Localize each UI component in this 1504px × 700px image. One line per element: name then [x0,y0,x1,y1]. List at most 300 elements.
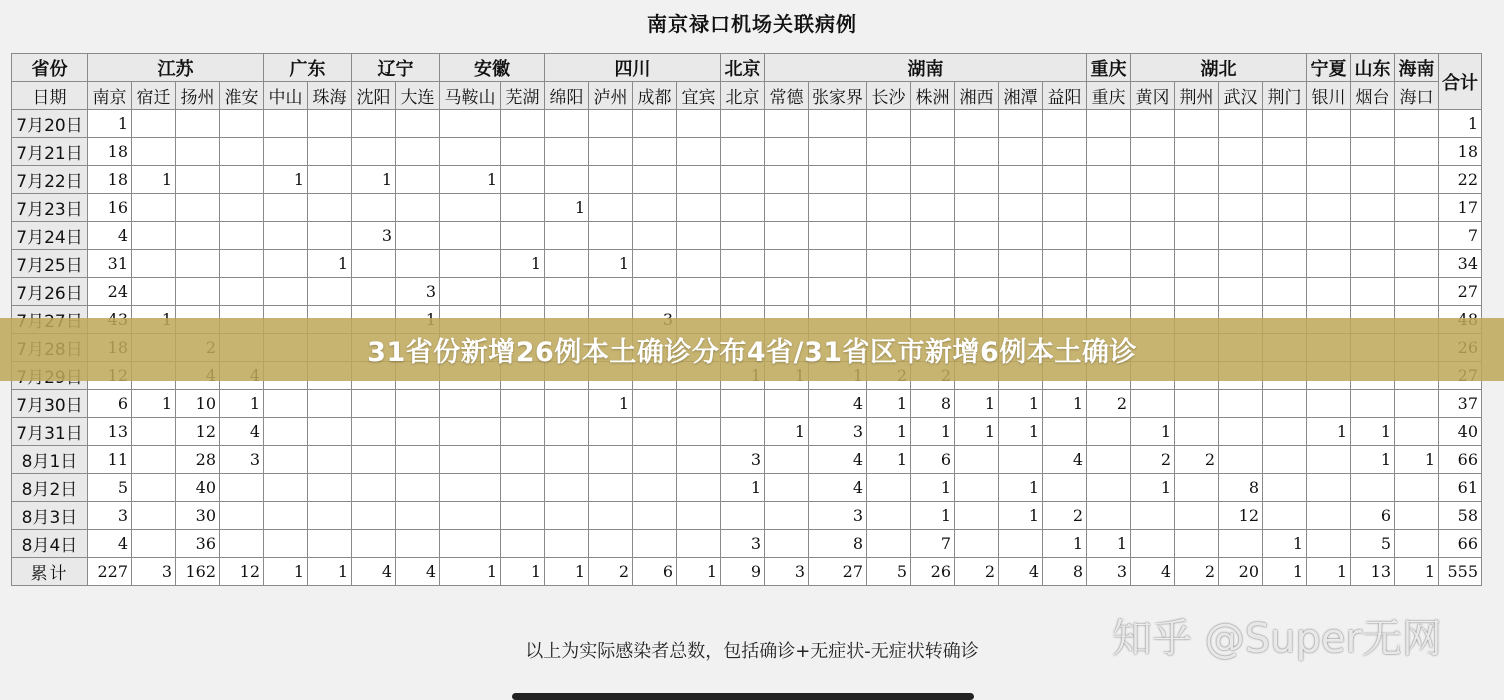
case-count-cell [396,250,440,278]
case-count-cell [589,530,633,558]
case-count-cell [176,194,220,222]
case-count-cell [589,502,633,530]
case-count-cell [721,110,765,138]
case-count-cell [1395,222,1439,250]
case-count-cell: 1 [440,166,501,194]
case-count-cell: 36 [176,530,220,558]
row-total-cell: 34 [1439,250,1482,278]
city-header: 南京 [88,82,132,110]
case-count-cell [545,222,589,250]
case-count-cell [1087,138,1131,166]
case-count-cell [721,390,765,418]
case-count-cell [501,166,545,194]
case-count-cell [545,446,589,474]
case-count-cell: 18 [88,138,132,166]
case-count-cell [633,166,677,194]
case-count-cell: 3 [1087,558,1131,586]
case-count-cell: 3 [721,530,765,558]
case-count-cell: 1 [1307,418,1351,446]
case-count-cell: 1 [501,558,545,586]
case-count-cell [132,222,176,250]
case-count-cell [677,390,721,418]
case-count-cell [396,390,440,418]
case-count-cell [809,250,867,278]
case-count-cell [501,194,545,222]
case-count-cell [867,250,911,278]
case-count-cell [1351,278,1395,306]
case-count-cell: 8 [911,390,955,418]
case-count-cell: 8 [1043,558,1087,586]
table-row [12,390,1482,418]
case-count-cell [999,446,1043,474]
case-count-cell [1087,250,1131,278]
case-count-cell [955,474,999,502]
table-row [12,418,1482,446]
footnote: 以上为实际感染者总数，包括确诊+无症状-无症状转确诊 [525,641,979,662]
case-count-cell [440,250,501,278]
case-count-cell [721,166,765,194]
case-count-cell [1307,278,1351,306]
case-count-cell [264,250,308,278]
province-header: 湖南 [765,54,1087,82]
city-header: 马鞍山 [440,82,501,110]
case-count-cell: 1 [677,558,721,586]
case-count-cell [352,502,396,530]
case-count-cell [352,194,396,222]
case-count-cell [1175,138,1219,166]
case-count-cell: 1 [1043,530,1087,558]
case-count-cell: 3 [721,446,765,474]
city-header: 益阳 [1043,82,1087,110]
case-count-cell [352,530,396,558]
case-count-cell [440,530,501,558]
case-count-cell: 4 [352,558,396,586]
case-count-cell [1395,474,1439,502]
case-count-cell [1131,222,1175,250]
case-count-cell [352,138,396,166]
case-count-cell [1175,250,1219,278]
case-count-cell: 1 [911,474,955,502]
case-count-cell [352,418,396,446]
case-count-cell [765,530,809,558]
row-total-cell: 37 [1439,390,1482,418]
case-count-cell [999,222,1043,250]
case-count-cell [1219,194,1263,222]
province-header: 四川 [545,54,721,82]
case-count-cell [677,166,721,194]
case-count-cell [1307,390,1351,418]
case-count-cell [440,194,501,222]
case-count-cell [396,474,440,502]
case-count-cell [955,166,999,194]
case-count-cell [633,138,677,166]
city-header: 绵阳 [545,82,589,110]
province-header: 宁夏 [1307,54,1351,82]
case-count-cell: 1 [1263,530,1307,558]
case-count-cell [545,278,589,306]
case-count-cell: 1 [1395,446,1439,474]
city-header: 淮安 [220,82,264,110]
case-count-cell [132,418,176,446]
city-header: 张家界 [809,82,867,110]
case-count-cell [1219,446,1263,474]
case-count-cell [1131,390,1175,418]
case-count-cell [308,530,352,558]
case-count-cell [1131,138,1175,166]
date-cell: 8月3日 [12,502,88,530]
case-count-cell [867,530,911,558]
case-count-cell: 1 [308,250,352,278]
case-count-cell [1175,278,1219,306]
city-header: 重庆 [1087,82,1131,110]
row-total-cell: 18 [1439,138,1482,166]
case-count-cell: 1 [264,166,308,194]
case-count-cell [1043,250,1087,278]
date-cell: 7月26日 [12,278,88,306]
case-count-cell [1263,222,1307,250]
city-header: 扬州 [176,82,220,110]
city-header: 常德 [765,82,809,110]
case-count-cell: 28 [176,446,220,474]
row-total-cell: 40 [1439,418,1482,446]
case-count-cell [955,250,999,278]
case-count-cell [867,502,911,530]
case-count-cell [1131,278,1175,306]
case-count-cell [176,222,220,250]
case-count-cell [352,446,396,474]
case-count-cell [1175,194,1219,222]
case-count-cell [633,194,677,222]
case-count-cell: 1 [132,166,176,194]
case-count-cell [501,390,545,418]
case-count-cell [220,194,264,222]
case-count-cell: 1 [999,390,1043,418]
case-count-cell [396,166,440,194]
case-count-cell: 4 [1131,558,1175,586]
case-count-cell [677,194,721,222]
row-total-cell: 555 [1439,558,1482,586]
row-total-cell: 1 [1439,110,1482,138]
case-count-cell [677,446,721,474]
case-count-cell [765,502,809,530]
case-count-cell [1131,110,1175,138]
page-title: 南京禄口机场关联病例 [647,12,857,36]
case-count-cell: 26 [911,558,955,586]
case-count-cell: 8 [1219,474,1263,502]
case-count-cell [352,278,396,306]
province-header: 安徽 [440,54,545,82]
case-count-cell: 1 [589,250,633,278]
case-count-cell [220,530,264,558]
case-count-cell: 4 [809,446,867,474]
case-count-cell: 1 [1351,418,1395,446]
case-count-cell: 4 [396,558,440,586]
case-count-cell: 3 [220,446,264,474]
case-count-cell [132,530,176,558]
case-count-cell [633,110,677,138]
case-count-cell: 1 [545,558,589,586]
case-count-cell [809,138,867,166]
case-count-cell [867,194,911,222]
case-count-cell: 1 [501,250,545,278]
case-count-cell [501,278,545,306]
case-count-cell: 7 [911,530,955,558]
case-count-cell [1263,418,1307,446]
case-count-cell [1175,502,1219,530]
case-count-cell [1307,530,1351,558]
table-row [12,530,1482,558]
case-count-cell [1395,502,1439,530]
city-header: 武汉 [1219,82,1263,110]
date-cell: 7月22日 [12,166,88,194]
case-count-cell [176,250,220,278]
case-count-cell [1307,110,1351,138]
province-header: 北京 [721,54,765,82]
city-header: 成都 [633,82,677,110]
case-count-cell [589,222,633,250]
case-count-cell [132,474,176,502]
table-row [12,194,1482,222]
case-count-cell [440,138,501,166]
case-count-cell [1395,530,1439,558]
case-count-cell [765,222,809,250]
date-cell: 8月2日 [12,474,88,502]
case-count-cell [955,446,999,474]
case-count-cell: 1 [765,418,809,446]
case-count-cell [1043,222,1087,250]
case-count-cell: 12 [220,558,264,586]
case-count-cell [132,278,176,306]
case-count-cell: 1 [264,558,308,586]
case-count-cell [308,166,352,194]
case-count-cell: 1 [999,502,1043,530]
case-count-cell [911,250,955,278]
case-count-cell [264,474,308,502]
case-count-cell [911,110,955,138]
case-count-cell [1307,250,1351,278]
case-count-cell [396,222,440,250]
case-count-cell [1219,166,1263,194]
case-count-cell [440,110,501,138]
province-header: 海南 [1395,54,1439,82]
city-header: 芜湖 [501,82,545,110]
case-count-cell [501,530,545,558]
table-row [12,474,1482,502]
case-count-cell [1219,278,1263,306]
case-count-cell [765,250,809,278]
case-count-cell [999,166,1043,194]
case-count-cell: 1 [999,474,1043,502]
case-count-cell: 4 [809,474,867,502]
table-row [12,138,1482,166]
case-count-cell: 20 [1219,558,1263,586]
case-count-cell [721,138,765,166]
case-count-cell [1087,474,1131,502]
case-count-cell [264,222,308,250]
case-count-cell [176,138,220,166]
case-count-cell [1043,138,1087,166]
table-row [12,166,1482,194]
case-count-cell: 1 [1351,446,1395,474]
case-count-cell: 2 [1131,446,1175,474]
city-header: 荆州 [1175,82,1219,110]
case-count-cell [545,250,589,278]
case-count-cell [308,222,352,250]
case-count-cell [1043,110,1087,138]
case-count-cell [501,502,545,530]
case-count-cell: 2 [1087,390,1131,418]
case-count-cell [1395,166,1439,194]
case-count-cell [308,502,352,530]
row-total-cell: 66 [1439,530,1482,558]
case-count-cell [721,250,765,278]
case-count-cell [999,194,1043,222]
case-count-cell: 1 [1263,558,1307,586]
row-total-cell: 27 [1439,278,1482,306]
case-count-cell [1219,110,1263,138]
case-count-cell [677,250,721,278]
case-count-cell: 1 [440,558,501,586]
case-count-cell [677,474,721,502]
row-total-cell: 61 [1439,474,1482,502]
case-count-cell [264,530,308,558]
case-count-cell [1087,166,1131,194]
case-count-cell [765,166,809,194]
case-count-cell: 3 [88,502,132,530]
date-cell: 8月4日 [12,530,88,558]
case-count-cell [545,502,589,530]
case-count-cell [633,530,677,558]
case-count-cell [308,278,352,306]
case-count-cell [308,194,352,222]
case-count-cell [765,474,809,502]
date-cell: 8月1日 [12,446,88,474]
case-count-cell [1395,390,1439,418]
case-count-cell: 3 [132,558,176,586]
city-header: 宿迁 [132,82,176,110]
case-count-cell [264,446,308,474]
case-count-cell: 1 [867,390,911,418]
province-header-row [12,54,1482,82]
case-count-cell [867,278,911,306]
case-count-cell [264,278,308,306]
case-count-cell [867,138,911,166]
case-count-cell [589,138,633,166]
case-count-cell: 5 [88,474,132,502]
case-count-cell [633,474,677,502]
case-count-cell [1351,110,1395,138]
case-count-cell [352,390,396,418]
case-count-cell [1263,194,1307,222]
case-count-cell [955,138,999,166]
case-count-cell: 1 [88,110,132,138]
case-count-cell [589,418,633,446]
case-count-cell [589,278,633,306]
case-count-cell [809,278,867,306]
case-count-cell: 1 [955,418,999,446]
case-count-cell: 1 [545,194,589,222]
case-count-cell [308,390,352,418]
case-count-cell [955,502,999,530]
case-count-cell [633,390,677,418]
case-count-cell [589,166,633,194]
case-count-cell [264,110,308,138]
case-count-cell [1351,222,1395,250]
case-count-cell: 6 [911,446,955,474]
case-count-cell [809,194,867,222]
table-row [12,278,1482,306]
case-count-cell [1175,530,1219,558]
case-count-cell [911,138,955,166]
case-count-cell [545,418,589,446]
case-count-cell [721,194,765,222]
case-count-cell: 31 [88,250,132,278]
case-count-cell [1043,166,1087,194]
table-row [12,502,1482,530]
case-count-cell [1043,278,1087,306]
case-count-cell [1263,278,1307,306]
date-cell: 7月20日 [12,110,88,138]
case-count-cell [352,474,396,502]
city-header: 湘潭 [999,82,1043,110]
case-count-cell [220,166,264,194]
city-header: 湘西 [955,82,999,110]
city-header-row [12,82,1482,110]
city-header: 珠海 [308,82,352,110]
case-count-cell [264,390,308,418]
case-count-cell [220,110,264,138]
case-count-cell [633,222,677,250]
case-count-cell [1219,138,1263,166]
case-count-cell: 16 [88,194,132,222]
case-count-cell [809,222,867,250]
case-count-cell: 1 [1087,530,1131,558]
case-count-cell [633,278,677,306]
headline-banner: 31省份新增26例本土确诊分布4省/31省区市新增6例本土确诊 [0,318,1504,381]
case-count-cell: 4 [809,390,867,418]
city-header: 沈阳 [352,82,396,110]
case-count-cell: 13 [1351,558,1395,586]
case-count-cell: 18 [88,166,132,194]
case-count-cell [1307,222,1351,250]
case-count-cell [1395,110,1439,138]
case-count-cell: 6 [88,390,132,418]
case-count-cell [1307,138,1351,166]
city-header: 长沙 [867,82,911,110]
case-count-cell [633,446,677,474]
case-count-cell: 1 [308,558,352,586]
case-count-cell: 2 [1043,502,1087,530]
case-count-cell: 3 [809,502,867,530]
case-count-cell [1307,446,1351,474]
case-count-cell [1263,138,1307,166]
case-count-cell [1307,474,1351,502]
case-count-cell [1175,474,1219,502]
case-count-cell: 10 [176,390,220,418]
case-count-cell [264,194,308,222]
case-count-cell [1175,110,1219,138]
case-count-cell [440,418,501,446]
case-count-cell [809,110,867,138]
total-header: 合计 [1439,54,1482,110]
case-count-cell [396,446,440,474]
city-header: 大连 [396,82,440,110]
case-count-cell: 4 [88,530,132,558]
case-count-cell: 1 [867,446,911,474]
case-count-cell [396,530,440,558]
case-count-cell [396,418,440,446]
case-count-cell [545,474,589,502]
